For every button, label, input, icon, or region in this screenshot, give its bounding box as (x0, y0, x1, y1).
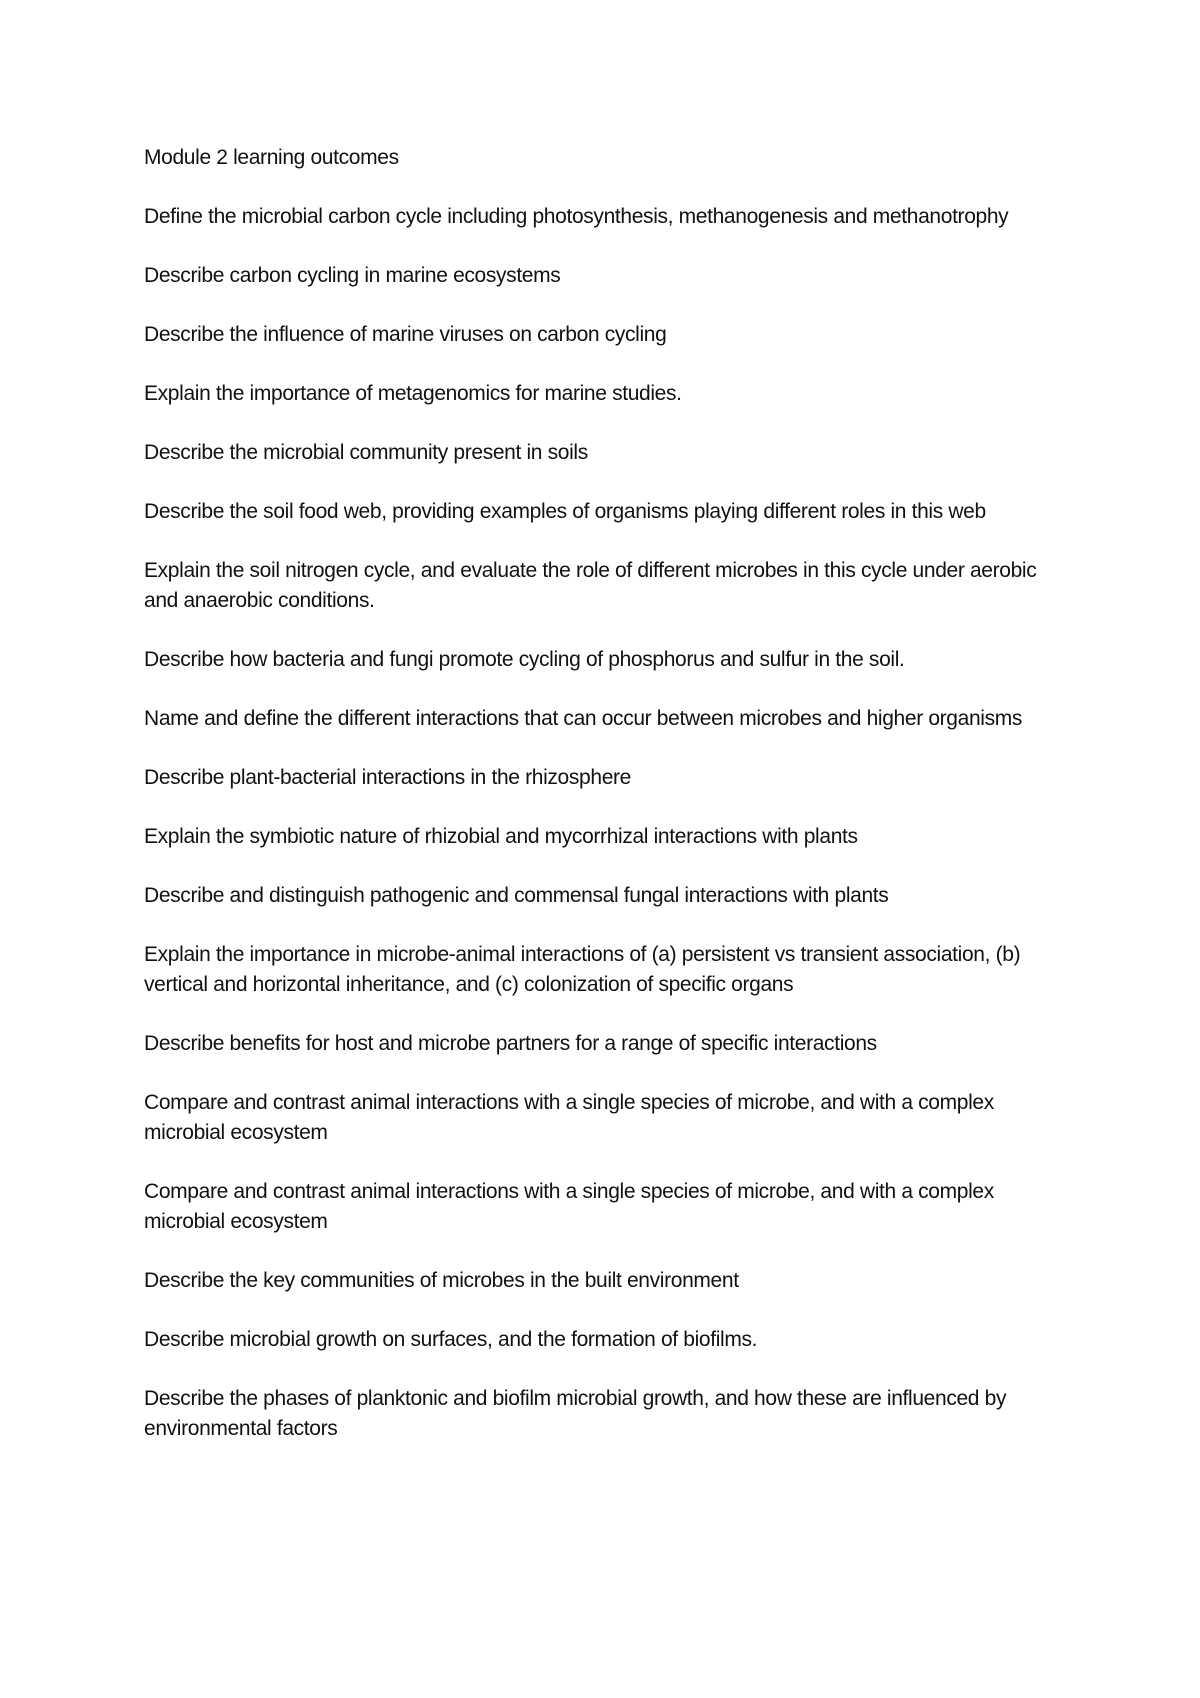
learning-outcome: Describe the influence of marine viruses on carbon cycling (144, 323, 667, 346)
learning-outcome: Name and define the different interactions that can occur between microbes and higher organisms (144, 707, 1023, 730)
learning-outcome: Define the microbial carbon cycle including photosynthesis, methanogenesis and methanotrophy (144, 205, 1009, 228)
learning-outcome: Explain the symbiotic nature of rhizobial and mycorrhizal interactions with plants (144, 825, 858, 848)
document-title: Module 2 learning outcomes (144, 146, 399, 169)
learning-outcome: Describe the microbial community present in soils (144, 441, 588, 464)
learning-outcome: Explain the importance in microbe-animal interactions of (a) persistent vs transient association, (b) vertical and horizontal inheritance, and (c) colonization of specific organs (144, 943, 1021, 996)
learning-outcome: Describe the phases of planktonic and biofilm microbial growth, and how these are influenced by environmental factors (144, 1387, 1007, 1440)
learning-outcome: Describe plant-bacterial interactions in the rhizosphere (144, 766, 631, 789)
learning-outcome: Explain the soil nitrogen cycle, and evaluate the role of different microbes in this cycle under aerobic and anaerobic conditions. (144, 559, 1037, 612)
learning-outcome: Describe carbon cycling in marine ecosystems (144, 264, 561, 287)
learning-outcome: Describe the key communities of microbes in the built environment (144, 1269, 739, 1292)
learning-outcome: Describe benefits for host and microbe partners for a range of specific interactions (144, 1032, 877, 1055)
learning-outcome: Describe how bacteria and fungi promote cycling of phosphorus and sulfur in the soil. (144, 648, 905, 671)
document-body (144, 143, 1064, 1473)
learning-outcome: Explain the importance of metagenomics for marine studies. (144, 382, 682, 405)
learning-outcome: Describe and distinguish pathogenic and commensal fungal interactions with plants (144, 884, 889, 907)
learning-outcome: Compare and contrast animal interactions with a single species of microbe, and with a complex microbial ecosystem (144, 1180, 994, 1233)
learning-outcome: Compare and contrast animal interactions with a single species of microbe, and with a complex microbial ecosystem (144, 1091, 994, 1144)
learning-outcome: Describe the soil food web, providing examples of organisms playing different roles in this web (144, 500, 986, 523)
learning-outcome: Describe microbial growth on surfaces, and the formation of biofilms. (144, 1328, 758, 1351)
